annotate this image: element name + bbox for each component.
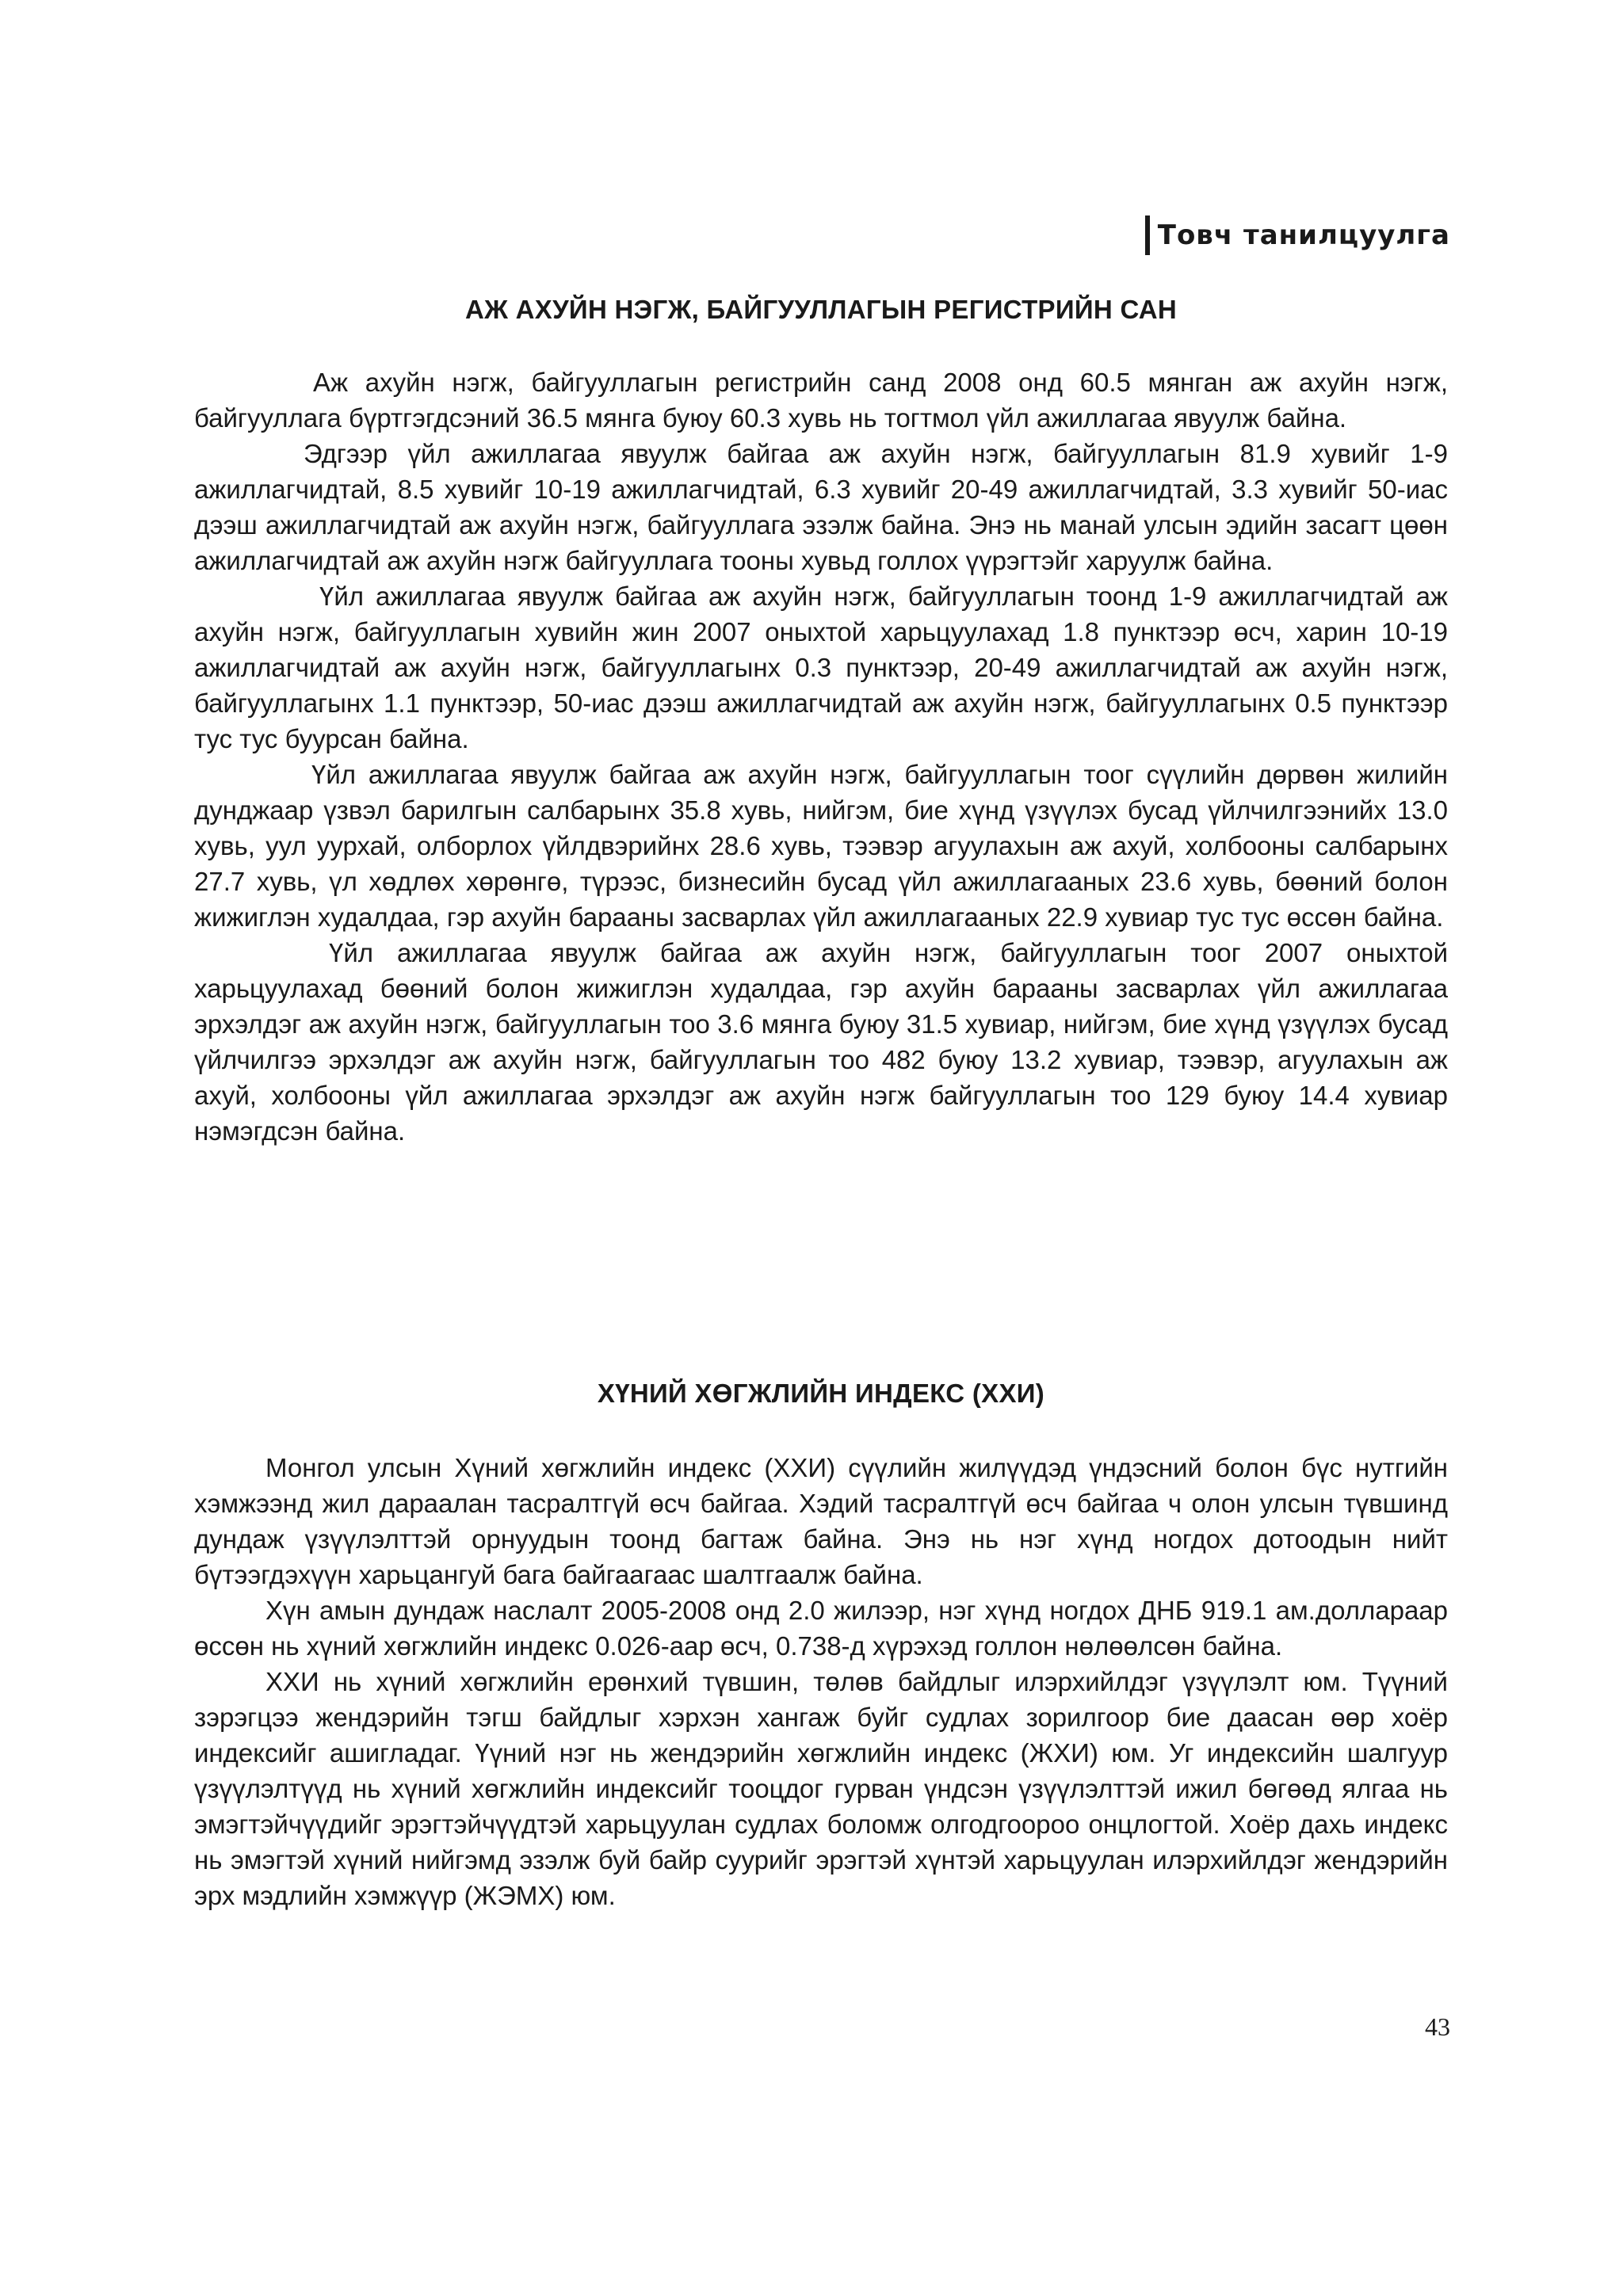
page-number: 43 <box>1425 2012 1450 2041</box>
section-business-register <box>194 295 1448 1149</box>
paragraph: Хүн амын дундаж наслалт 2005-2008 онд 2.0 жилээр, нэг хүнд ногдох ДНБ 919.1 ам.доллараар өссөн нь хүний хөгжлийн индекс 0.026-аар өсч, 0.738-д хүрэхэд голлон нөлөөлсөн байна. <box>194 1596 1448 1661</box>
section-title-business-register: АЖ АХУЙН НЭГЖ, БАЙГУУЛЛАГЫН РЕГИСТРИЙН САН <box>464 295 1178 324</box>
paragraph: Эдгээр үйл ажиллагаа явуулж байгаа аж ахуйн нэгж, байгууллагын 81.9 хувийг 1-9 ажиллагчидтай, 8.5 хувийг 10-19 ажиллагчидтай, 6.3 хувийг 20-49 ажиллагчидтай, 3.3 хувийг 50-иас дээш ажиллагчидтай аж ахуйн нэгж, байгууллага эзэлж байна. Энэ нь манай улсын эдийн засагт цөөн ажиллагчидтай аж ахуйн нэгж байгууллага тооны хувьд голлох үүрэгтэйг харуулж байна. <box>194 439 1448 575</box>
header-divider-bar <box>1145 215 1150 255</box>
header-tag-text: Товч танилцуулга <box>1157 219 1450 251</box>
paragraph: Монгол улсын Хүний хөгжлийн индекс (ХХИ) сүүлийн жилүүдэд үндэсний болон бүс нутгийн хэмжээнд жил дараалан тасралтгүй өсч байгаа. Хэдий тасралтгүй өсч байгаа ч олон улсын түвшинд дундаж үзүүлэлттэй орнуудын тоонд багтаж байна. Энэ нь нэг хүнд ногдох дотоодын нийт бүтээгдэхүүн харьцангуй бага байгаагаас шалтгаалж байна. <box>194 1453 1448 1589</box>
paragraph: Үйл ажиллагаа явуулж байгаа аж ахуйн нэгж, байгууллагын тоог 2007 оныхтой харьцуулахад бөөний болон жижиглэн худалдаа, гэр ахуйн барааны засварлах үйл ажиллагаа эрхэлдэг аж ахуйн нэгж, байгууллагын тоо 3.6 мянга буюу 31.5 хувиар, нийгэм, бие хүнд үзүүлэх бусад үйлчилгээ эрхэлдэг аж ахуйн нэгж, байгууллагын тоо 482 буюу 13.2 хувиар, тээвэр, агуулахын аж ахуй, холбооны үйл ажиллагаа эрхэлдэг аж ахуйн нэгж байгууллагын тоо 129 буюу 14.4 хувиар нэмэгдсэн байна. <box>194 938 1448 1146</box>
paragraph: Аж ахуйн нэгж, байгууллагын регистрийн санд 2008 онд 60.5 мянган аж ахуйн нэгж, байгууллага бүртгэгдсэний 36.5 мянга буюу 60.3 хувь нь тогтмол үйл ажиллагаа явуулж байна. <box>194 368 1448 433</box>
paragraph: Үйл ажиллагаа явуулж байгаа аж ахуйн нэгж, байгууллагын тоог сүүлийн дөрвөн жилийн дунджаар үзвэл барилгын салбарынх 35.8 хувь, нийгэм, бие хүнд үзүүлэх бусад үйлчилгээнийх 13.0 хувь, уул уурхай, олборлох үйлдвэрийнх 28.6 хувь, тээвэр агуулахын аж ахуй, холбооны салбарынх 27.7 хувь, үл хөдлөх хөрөнгө, түрээс, бизнесийн бусад үйл ажиллагааных 23.6 хувь, бөөний болон жижиглэн худалдаа, гэр ахуйн барааны засварлах үйл ажиллагааных 22.9 хувиар тус тус өссөн байна. <box>194 760 1448 932</box>
paragraph: Үйл ажиллагаа явуулж байгаа аж ахуйн нэгж, байгууллагын тоонд 1-9 ажиллагчидтай аж ахуйн нэгж, байгууллагын хувийн жин 2007 оныхтой харьцуулахад 1.8 пунктээр өсч, харин 10-19 ажиллагчидтай аж ахуйн нэгж, байгууллагынх 0.3 пунктээр, 20-49 ажиллагчидтай аж ахуйн нэгж, байгууллагынх 1.1 пунктээр, 50-иас дээш ажиллагчидтай аж ахуйн нэгж, байгууллагынх 0.5 пунктээр тус тус буурсан байна. <box>194 582 1448 753</box>
section-header-tag <box>1145 215 1450 255</box>
section-title-human-development-index: ХҮНИЙ ХӨГЖЛИЙН ИНДЕКС (ХХИ) <box>597 1379 1045 1408</box>
section-human-development-index <box>194 1379 1448 1913</box>
paragraph: ХХИ нь хүний хөгжлийн ерөнхий түвшин, төлөв байдлыг илэрхийлдэг үзүүлэлт юм. Түүний зэрэгцээ жендэрийн тэгш байдлыг хэрхэн хангаж буйг судлах зорилгоор бие даасан өөр хоёр индексийг ашигладаг. Үүний нэг нь жендэрийн хөгжлийн индекс (ЖХИ) юм. Уг индексийн шалгуур үзүүлэлтүүд нь хүний хөгжлийн индексийг тооцдог гурван үндсэн үзүүлэлттэй ижил бөгөөд ялгаа нь эмэгтэйчүүдийг эрэгтэйчүүдтэй харьцуулан судлах боломж олгодгоороо онцлогтой. Хоёр дахь индекс нь эмэгтэй хүний нийгэмд эзэлж буй байр суурийг эрэгтэй хүнтэй харьцуулан илэрхийлдэг жендэрийн эрх мэдлийн хэмжүүр (ЖЭМХ) юм. <box>194 1667 1448 1910</box>
